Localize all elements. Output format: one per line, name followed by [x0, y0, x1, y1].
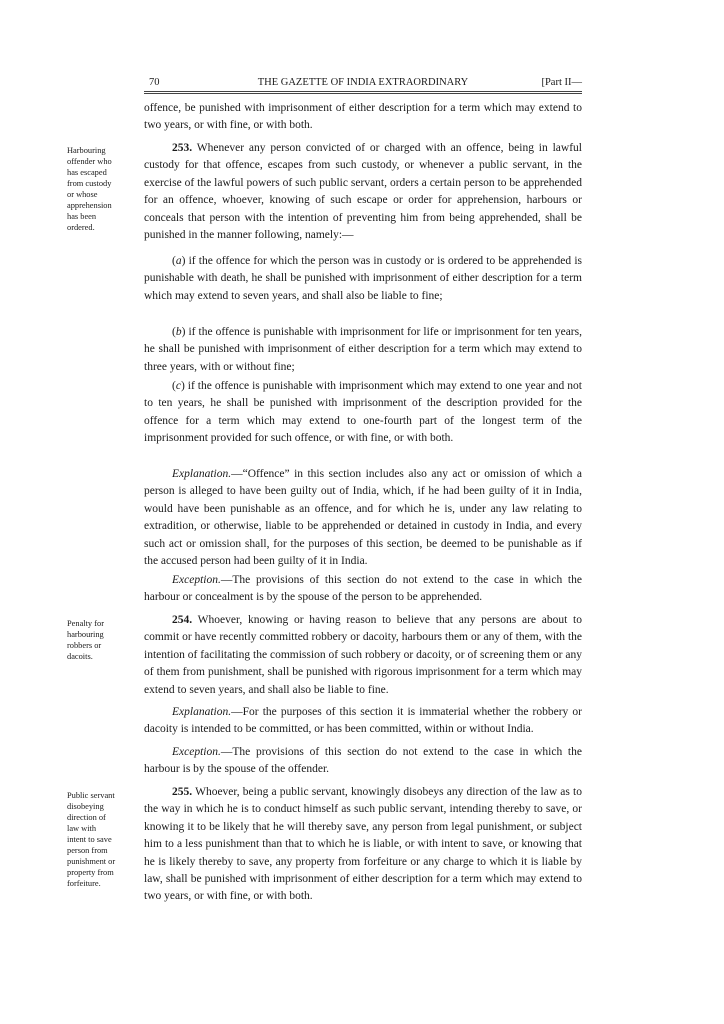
explanation-label: Explanation.	[172, 706, 232, 718]
margin-note-253: Harbouring offender who has escaped from custody or whose apprehension has been ordered.	[67, 146, 112, 232]
section-253	[144, 140, 582, 244]
explanation-label: Explanation.	[172, 468, 232, 480]
section-254-explanation: Explanation.—For the purposes of this section it is immaterial whether the robbery or dacoity is intended to be committed, or has been committed, within or without India.	[144, 706, 582, 736]
section-253-main: 253. Whenever any person convicted of or charged with an offence, being in lawful custody for that offence, escapes from such custody, or whenever a public servant, in the exercise of the lawful powers of such public servant, orders a certain person to be apprehended for an offence, whoever, knowing of such escape or order for apprehension, harbours or conceals that person with the intention of preventing him from being apprehended, shall be punished in the manner following, namely:—	[144, 142, 582, 242]
page-number: 70	[149, 77, 160, 88]
header-rule-second	[144, 93, 582, 94]
margin-note-255: Public servant disobeying direction of law with intent to save person from punishment or property from forfeiture.	[67, 791, 116, 888]
exception-label: Exception.	[172, 574, 221, 586]
clause-a-label: a	[175, 255, 182, 267]
section-255-number: 255.	[172, 786, 193, 798]
page-header	[144, 76, 582, 90]
part-label: [Part II—	[541, 77, 582, 88]
section-254: 254. Whoever, knowing or having reason to believe that any persons are about to commit or have recently committed robbery or dacoity, harbours them or any of them, with the intention of facilitating the commission of such robbery or dacoity, or of screening them or any of them from punishment, shall be punished with rigorous imprisonment for a term which may extend to seven years, and shall also be liable to fine.	[144, 614, 582, 696]
gazette-title: THE GAZETTE OF INDIA EXTRAORDINARY	[257, 77, 469, 88]
header-rule	[144, 91, 582, 92]
continuation-paragraph: offence, be punished with imprisonment of either description for a term which may extend to two years, or with fine, or with both.	[144, 102, 582, 132]
exception-label: Exception.	[172, 746, 221, 758]
clause-c: (c) if the offence is punishable with imprisonment which may extend to one year and not to ten years, he shall be punished with imprisonment of the description provided for the offence for a term which may extend to one-fourth part of the longest term of the imprisonment provided for such offence, or with fine, or with both.	[144, 380, 582, 445]
clause-b: (b) if the offence is punishable with imprisonment for life or imprisonment for ten years, he shall be punished with imprisonment of either description for a term which may extend to three years, with or without fine;	[144, 326, 582, 373]
section-253-exception: Exception.—The provisions of this section do not extend to the case in which the harbour or concealment is by the spouse of the person to be apprehended.	[144, 574, 582, 604]
section-255: 255. Whoever, being a public servant, knowingly disobeys any direction of the law as to the way in which he is to conduct himself as such public servant, intending thereby to save, or knowing it to be likely that he will thereby save, any person from legal punishment, or subject him to a less punishment than that to which he is liable, or with intent to save, or knowing that he is likely thereby to save, any property from forfeiture or any charge to which it is liable by law, shall be punished with imprisonment of either description for a term which may extend to two years, or with fine, or with both.	[144, 786, 582, 903]
margin-note-254: Penalty for harbouring robbers or dacoits.	[67, 619, 104, 661]
section-254-exception: Exception.—The provisions of this section do not extend to the case in which the harbour is by the spouse of the offender.	[144, 746, 582, 776]
section-254-number: 254.	[172, 614, 193, 626]
section-253-number: 253.	[172, 142, 193, 154]
clause-c-label: c	[175, 380, 181, 392]
clause-b-label: b	[175, 326, 182, 338]
section-253-explanation: Explanation.—“Offence” in this section includes also any act or omission of which a person is alleged to have been guilty out of India, which, if he had been guilty of it in India, would have been punishable as an offence, and for which he is, under any law relating to extradition, or otherwise, liable to be apprehended or detained in custody in India, and every such act or omission shall, for the purposes of this section, be deemed to be punishable as if the accused person had been guilty of it in India.	[144, 468, 582, 568]
clause-a: (a) if the offence for which the person was in custody or is ordered to be apprehended is punishable with death, he shall be punished with imprisonment of either description for a term which may extend to seven years, and shall also be liable to fine;	[144, 255, 582, 302]
